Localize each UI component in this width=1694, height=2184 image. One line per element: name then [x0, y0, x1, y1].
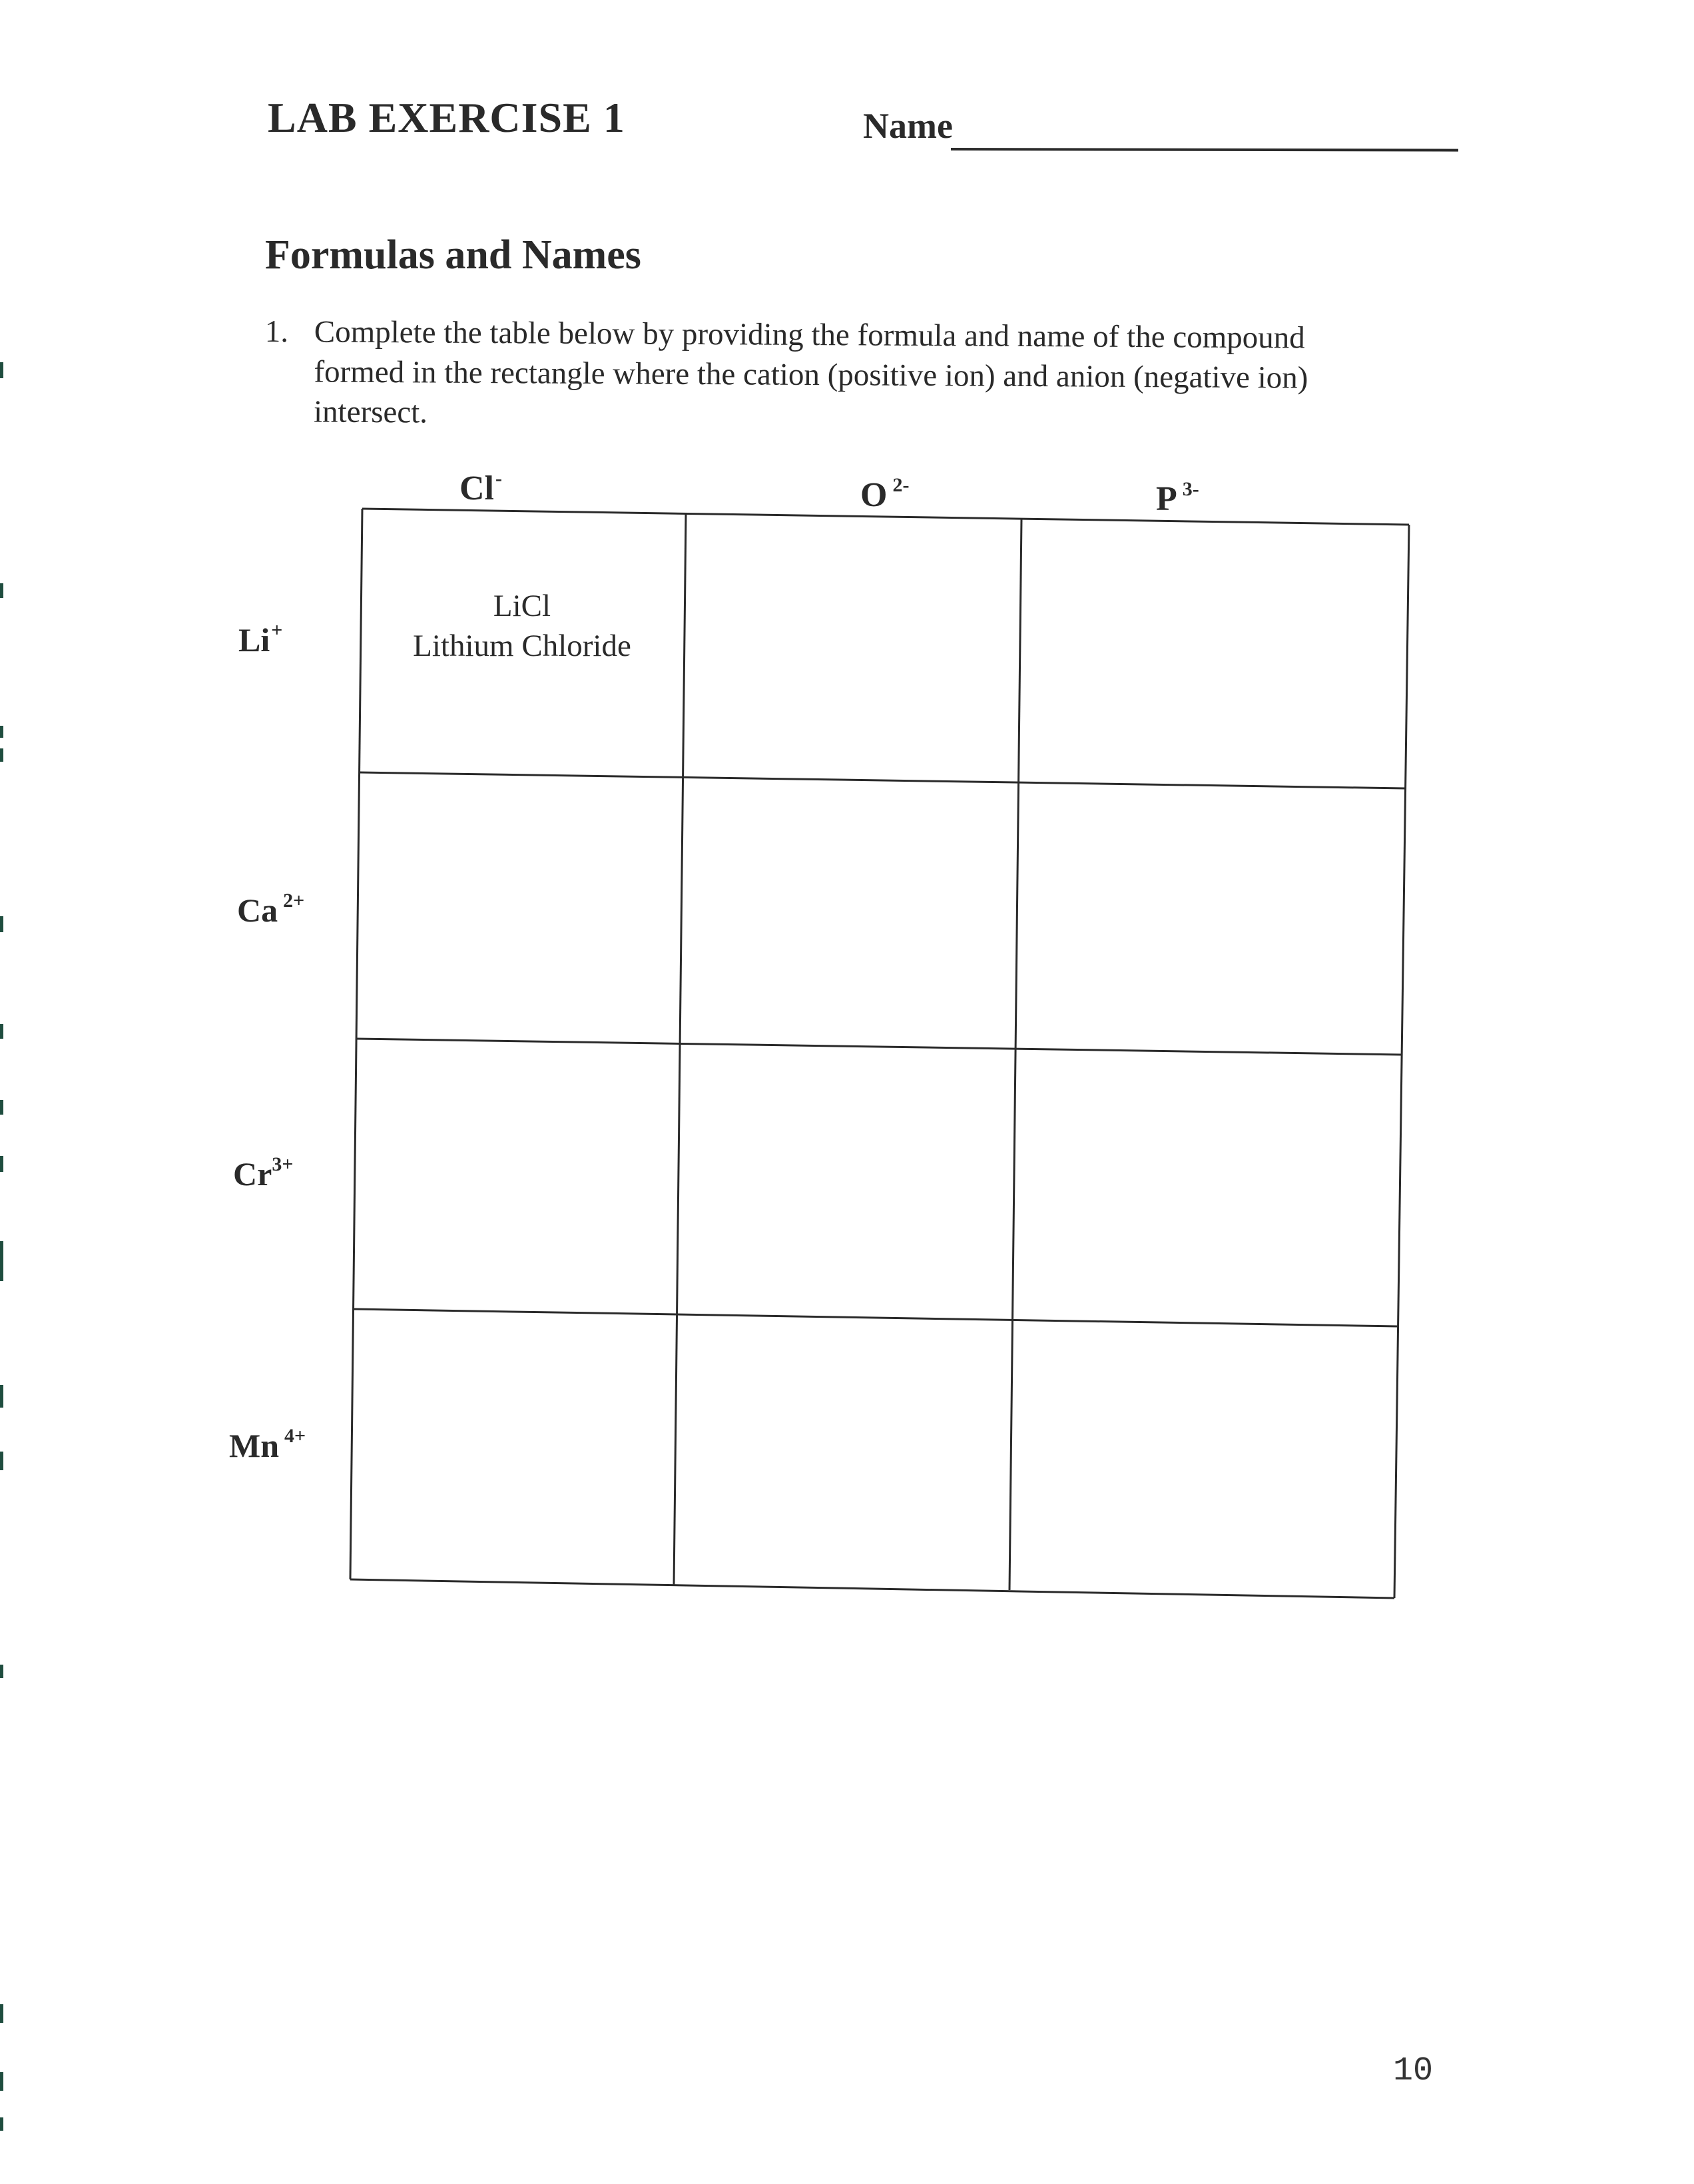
scan-edge-mark	[0, 1665, 3, 1678]
cation-charge: 3+	[272, 1153, 294, 1175]
answer-cell-ca-p[interactable]	[1021, 787, 1402, 1048]
page-number: 10	[1393, 2052, 1434, 2090]
anion-symbol: P	[1156, 480, 1177, 518]
scan-edge-mark	[0, 2004, 3, 2023]
example-answer	[369, 586, 675, 666]
example-compound-name: Lithium Chloride	[413, 629, 631, 663]
cation-charge: 2+	[283, 890, 305, 912]
scan-edge-mark	[0, 583, 3, 598]
scan-edge-mark	[0, 362, 3, 378]
scan-edge-mark	[0, 916, 3, 932]
scan-edge-mark	[0, 726, 3, 738]
question-text: Complete the table below by providing the formula and name of the compound formed in the rectangle where the cation (positive ion) and anion (negative ion) intersect.	[313, 314, 1308, 430]
lab-exercise-title: LAB EXERCISE 1	[268, 94, 625, 141]
cation-charge: +	[271, 619, 283, 641]
cation-symbol: Mn	[229, 1427, 279, 1464]
anion-charge: 3-	[1182, 478, 1199, 500]
anion-charge: 2-	[892, 474, 910, 496]
scan-edge-mark	[0, 1024, 3, 1039]
section-title: Formulas and Names	[265, 232, 641, 278]
scan-edge-mark	[0, 1452, 3, 1470]
scan-edge-mark	[0, 2072, 3, 2091]
answer-cell-mn-p[interactable]	[1015, 1325, 1394, 1590]
anion-symbol: O	[860, 476, 888, 514]
answer-cell-cr-p[interactable]	[1019, 1053, 1400, 1318]
cation-symbol: Ca	[237, 892, 278, 929]
question-number: 1.	[264, 314, 289, 350]
scan-edge-mark	[0, 748, 3, 762]
scan-edge-mark	[0, 1156, 3, 1172]
cation-charge: 4+	[284, 1425, 306, 1447]
answer-cell-mn-o[interactable]	[679, 1318, 1009, 1583]
answer-cell-ca-o[interactable]	[686, 782, 1016, 1043]
anion-charge: -	[495, 467, 502, 489]
example-formula: LiCl	[493, 589, 551, 623]
scan-edge-mark	[0, 1385, 3, 1408]
cation-symbol: Li	[238, 621, 270, 659]
answer-cell-li-o[interactable]	[689, 518, 1019, 776]
scan-edge-mark	[0, 1241, 3, 1281]
answer-cell-cr-cl[interactable]	[360, 1043, 678, 1308]
answer-cell-li-p[interactable]	[1024, 523, 1406, 782]
answer-cell-ca-cl[interactable]	[362, 776, 681, 1037]
scan-edge-mark	[0, 2117, 3, 2131]
answer-cell-mn-cl[interactable]	[357, 1313, 675, 1578]
name-label: Name	[863, 106, 953, 146]
anion-symbol: Cl	[459, 469, 494, 507]
scan-edge-mark	[0, 1100, 3, 1115]
cation-symbol: Cr	[233, 1155, 272, 1193]
answer-cell-cr-o[interactable]	[683, 1048, 1013, 1313]
